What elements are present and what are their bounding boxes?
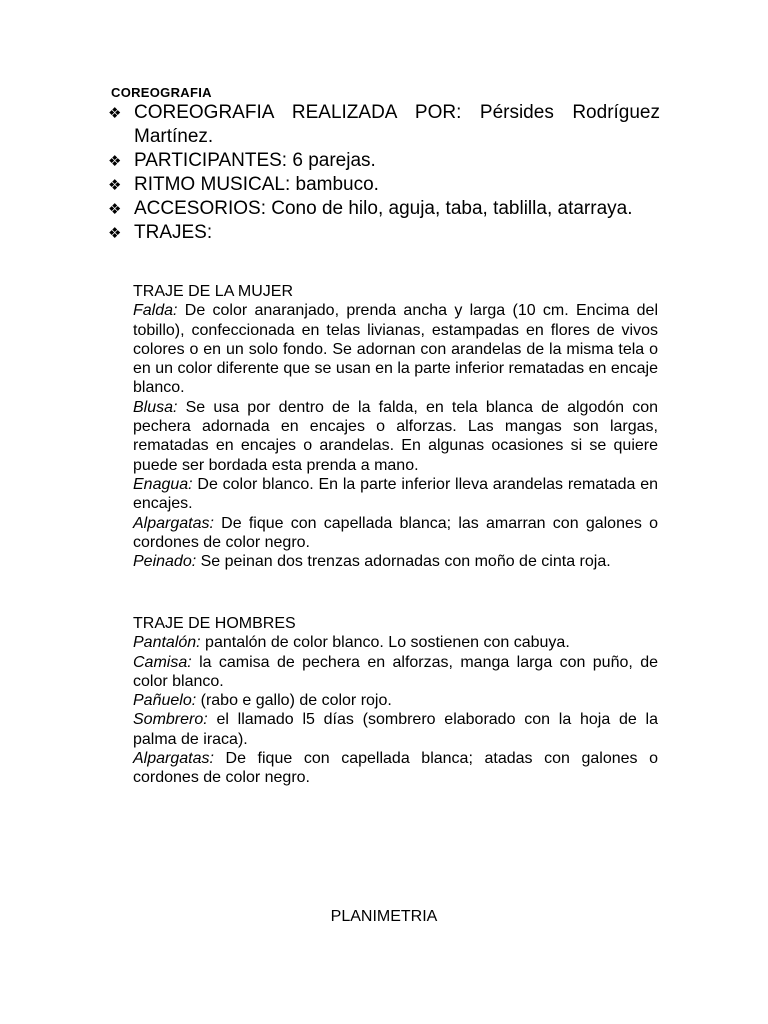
bullet-text: PARTICIPANTES: 6 parejas. — [134, 150, 376, 171]
costume-description: Se usa por dentro de la falda, en tela blanca de algodón con pechera adornada en encajes o alforzas. Las mangas son largas, rematadas en encajes o arandelas. En algunas ocasiones si se quiere puede ser bordada esta prenda a mano. — [133, 398, 658, 474]
costume-term: Alpargatas: — [133, 750, 214, 768]
bullet-text: COREOGRAFIA REALIZADA POR: Pérsides Rodríguez Martínez. — [134, 102, 660, 147]
costume-item-falda — [133, 301, 658, 397]
costume-item-pantalon — [133, 633, 658, 652]
diamond-bullet-icon: ❖ — [108, 104, 122, 122]
costume-term: Alpargatas: — [133, 514, 214, 532]
costume-term: Peinado: — [133, 553, 197, 571]
costume-term: Pañuelo: — [133, 692, 197, 710]
costume-item-blusa — [133, 398, 658, 475]
costume-term: Sombrero: — [133, 711, 208, 729]
womens-costume-section — [133, 282, 658, 571]
costume-item-alpargatas — [133, 514, 658, 553]
costume-description: el llamado l5 días (sombrero elaborado con la hoja de la palma de iraca). — [133, 711, 658, 748]
costume-description: pantalón de color blanco. Lo sostienen con cabuya. — [200, 634, 570, 652]
costume-item-panuelo — [133, 691, 658, 710]
costume-term: Blusa: — [133, 398, 178, 416]
costume-term: Falda: — [133, 302, 178, 320]
costume-term: Pantalón: — [133, 634, 201, 652]
costume-item-peinado — [133, 552, 658, 571]
planimetria-title: PLANIMETRIA — [330, 908, 438, 925]
womens-costume-heading: TRAJE DE LA MUJER — [133, 283, 294, 300]
costume-term: Camisa: — [133, 653, 192, 671]
costume-description: Se peinan dos trenzas adornadas con moño de cinta roja. — [196, 553, 611, 571]
bullet-text: RITMO MUSICAL: bambuco. — [134, 174, 379, 195]
costume-description: De fique con capellada blanca; las amarran con galones o cordones de color negro. — [133, 514, 658, 551]
costume-description: (rabo e gallo) de color rojo. — [196, 692, 392, 710]
costume-item-enagua — [133, 475, 658, 514]
costume-item-alpargatas-hombre — [133, 749, 658, 788]
choreography-details-list — [108, 101, 660, 245]
diamond-bullet-icon: ❖ — [108, 224, 122, 242]
section-title: COREOGRAFIA — [111, 85, 212, 100]
costume-item-sombrero — [133, 710, 658, 749]
bullet-text: ACCESORIOS: Cono de hilo, aguja, taba, tablilla, atarraya. — [134, 198, 633, 219]
costume-description: De color blanco. En la parte inferior lleva arandelas rematada en encajes. — [133, 475, 658, 513]
bullet-item-accessories — [108, 197, 660, 221]
costume-item-camisa — [133, 653, 658, 692]
diamond-bullet-icon: ❖ — [108, 152, 122, 170]
mens-costume-section — [133, 614, 658, 788]
mens-costume-heading: TRAJE DE HOMBRES — [133, 615, 296, 632]
bullet-item-participants — [108, 149, 660, 173]
costume-description: la camisa de pechera en alforzas, manga larga con puño, de color blanco. — [133, 653, 658, 690]
diamond-bullet-icon: ❖ — [108, 200, 122, 218]
costume-term: Enagua: — [133, 475, 193, 493]
costume-description: De color anaranjado, prenda ancha y larga (10 cm. Encima del tobillo), confeccionada en telas livianas, estampadas en flores de vivos colores o en un solo fondo. Se adornan con arandelas de la misma tela o en un color diferente que se usan en la parte inferior rematadas en encaje blanco. — [133, 302, 658, 397]
bullet-item-rhythm — [108, 173, 660, 197]
bullet-item-choreographer — [108, 101, 660, 149]
bullet-text: TRAJES: — [134, 222, 213, 243]
costume-description: De fique con capellada blanca; atadas con galones o cordones de color negro. — [133, 750, 658, 787]
bullet-item-costumes — [108, 221, 660, 245]
diamond-bullet-icon: ❖ — [108, 176, 122, 194]
